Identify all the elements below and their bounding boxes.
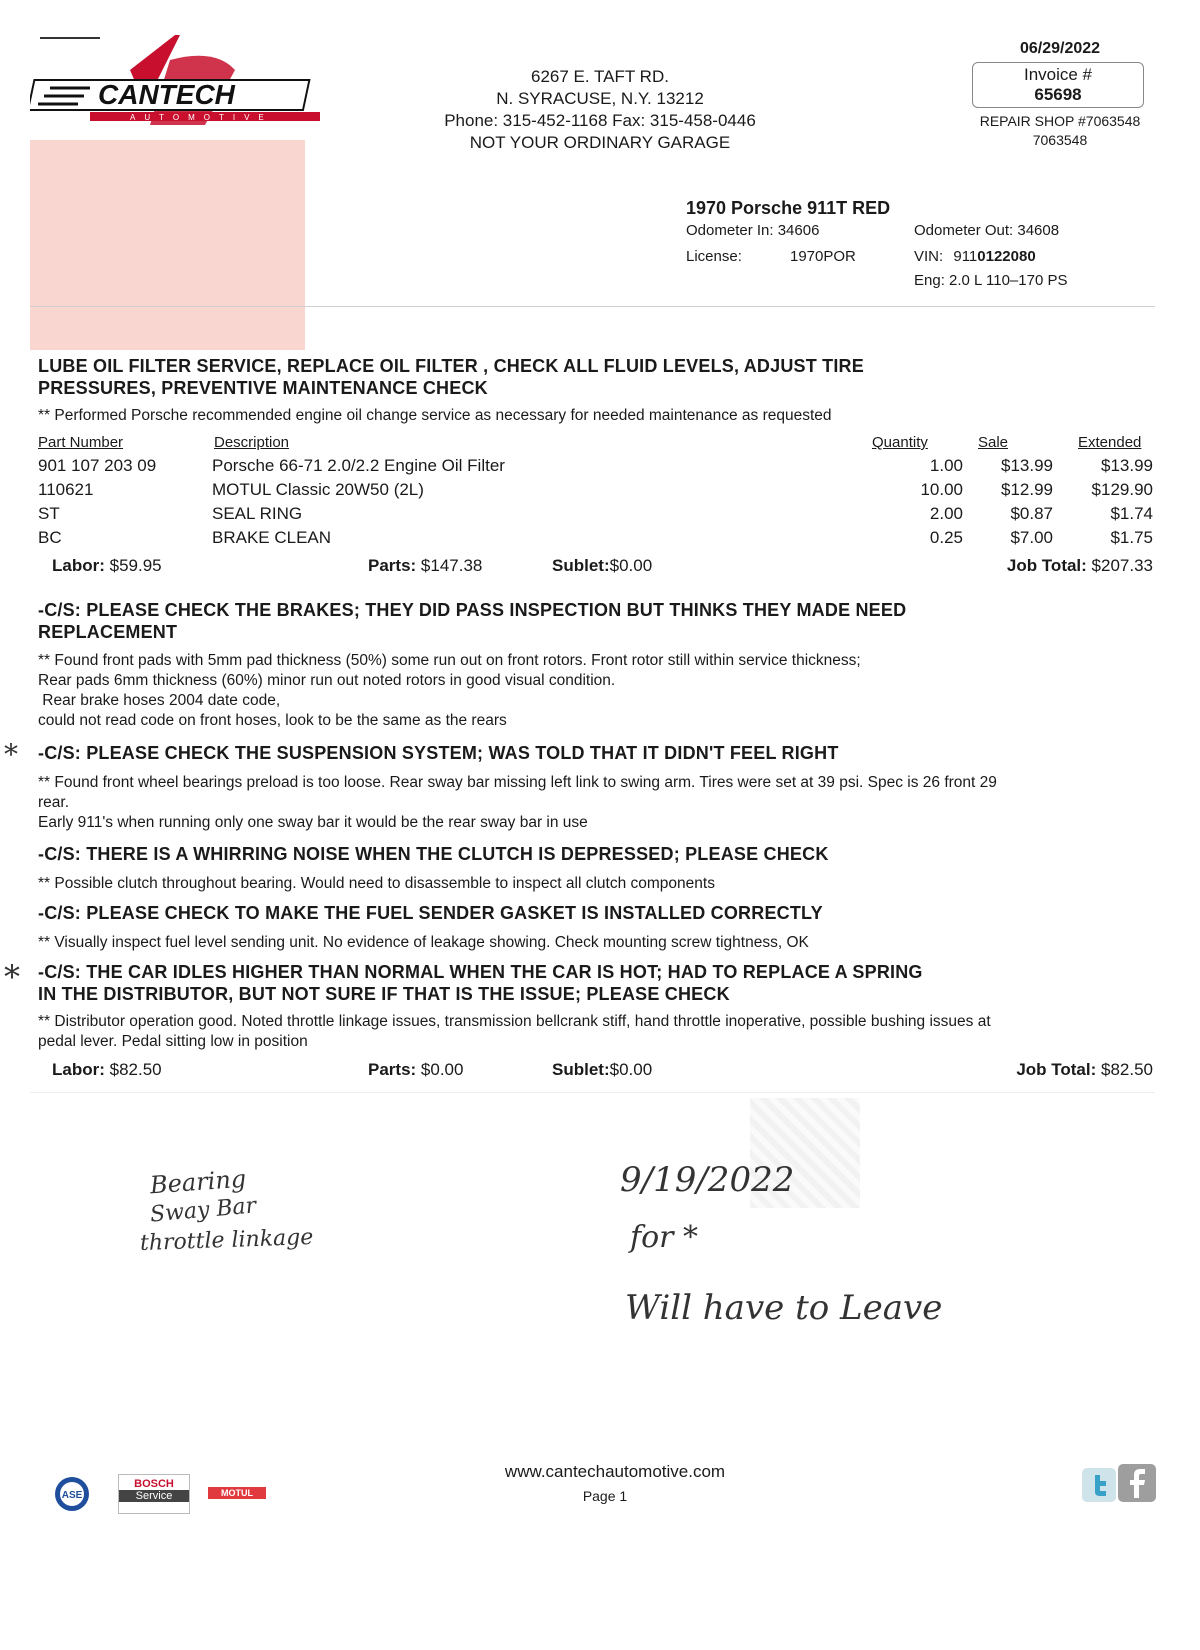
repair-shop-info xyxy=(960,112,1160,150)
concern-notes xyxy=(38,773,1153,833)
part-qty: 0.25 xyxy=(929,528,963,547)
parts-total xyxy=(368,556,482,576)
parts-value: $147.38 xyxy=(420,556,483,575)
note-line: ** Found front pads with 5mm pad thickness (50%) some run out on front rotors. Front rotor still within service thickness; xyxy=(38,652,861,669)
part-sale: $12.99 xyxy=(1001,480,1053,499)
vin-label: VIN: xyxy=(914,248,944,265)
job1-totals xyxy=(38,556,1153,580)
bosch-service-text: Service xyxy=(119,1490,189,1502)
job-total xyxy=(1016,1060,1153,1080)
note-line: Rear pads 6mm thickness (60%) minor run out noted rotors in good visual condition. xyxy=(38,672,616,689)
job2-totals xyxy=(38,1060,1153,1084)
address-line-2: N. SYRACUSE, N.Y. 13212 xyxy=(496,89,704,108)
shop-address-block xyxy=(380,66,820,154)
part-sale: $0.87 xyxy=(1010,504,1053,523)
parts-table-header xyxy=(38,434,1153,454)
part-extended: $1.75 xyxy=(1110,528,1153,547)
odometer-in: Odometer In: 34606 xyxy=(686,222,820,239)
address-line-1: 6267 E. TAFT RD. xyxy=(531,67,669,86)
divider xyxy=(30,1092,1155,1093)
concern-note: ** Possible clutch throughout bearing. Would need to disassemble to inspect all clutch components xyxy=(38,875,715,892)
job-total-value: $207.33 xyxy=(1091,556,1153,575)
part-qty: 10.00 xyxy=(920,480,963,499)
repair-shop-number: 7063548 xyxy=(1032,132,1088,148)
labor-label: Labor: xyxy=(52,556,105,575)
concern-title: -C/S: PLEASE CHECK TO MAKE THE FUEL SENDER GASKET IS INSTALLED CORRECTLY xyxy=(38,903,823,923)
labor-value: $59.95 xyxy=(109,556,162,575)
concern-note: ** Visually inspect fuel level sending unit. No evidence of leakage showing. Check mounting screw tightness, OK xyxy=(38,934,809,951)
concern-title: -C/S: PLEASE CHECK THE SUSPENSION SYSTEM; WAS TOLD THAT IT DIDN'T FEEL RIGHT xyxy=(38,743,839,763)
handwritten-leave-note: Will have to Leave xyxy=(625,1288,943,1328)
vin-prefix: 911 xyxy=(953,248,978,265)
part-qty: 1.00 xyxy=(929,456,963,475)
vin xyxy=(914,248,1036,265)
facebook-icon[interactable] xyxy=(1118,1464,1156,1502)
part-extended: $1.74 xyxy=(1110,504,1153,523)
license-label: License: xyxy=(686,248,742,265)
license-plate: 1970POR xyxy=(790,248,856,265)
parts-label: Parts: xyxy=(368,556,417,575)
part-qty: 2.00 xyxy=(929,504,963,523)
note-line: ** Found front wheel bearings preload is too loose. Rear sway bar missing left link to swing arm. Tires were set at 39 psi. Spec is 26 front 29 xyxy=(38,774,997,791)
invoice-number: 65698 xyxy=(1034,85,1082,104)
phone-fax-line: Phone: 315-452-1168 Fax: 315-458-0446 xyxy=(444,111,756,130)
sublet-total xyxy=(552,556,652,576)
ase-badge-icon xyxy=(52,1474,92,1514)
table-row xyxy=(38,504,1153,528)
concern-notes xyxy=(38,1012,1153,1052)
part-description: SEAL RING xyxy=(212,504,303,523)
twitter-icon[interactable] xyxy=(1082,1468,1116,1502)
labor-label: Labor: xyxy=(52,1060,105,1079)
table-row xyxy=(38,456,1153,480)
concern-notes xyxy=(38,651,1153,731)
part-description: BRAKE CLEAN xyxy=(212,528,332,547)
bosch-text: BOSCH xyxy=(134,1478,174,1490)
labor-value: $82.50 xyxy=(109,1060,162,1079)
repair-shop-label: REPAIR SHOP #7063548 xyxy=(979,113,1141,129)
slogan: NOT YOUR ORDINARY GARAGE xyxy=(469,133,731,152)
part-description: Porsche 66-71 2.0/2.2 Engine Oil Filter xyxy=(212,456,505,475)
handwritten-note-sway-bar: Sway Bar xyxy=(149,1193,258,1228)
concern-title xyxy=(38,599,1138,643)
sublet-label: Sublet: xyxy=(552,556,610,575)
part-extended: $129.90 xyxy=(1091,480,1153,499)
logo-text: CANTECH xyxy=(98,79,235,110)
sublet-label: Sublet: xyxy=(552,1060,610,1079)
job-total xyxy=(1007,556,1153,576)
part-number: BC xyxy=(38,528,62,547)
part-number: 110621 xyxy=(38,480,94,499)
job1-note: ** Performed Porsche recommended engine oil change service as necessary for needed maintenance as requested xyxy=(38,407,832,424)
handwritten-note-bearing: Bearing xyxy=(149,1164,247,1200)
note-line: ** Distributor operation good. Noted throttle linkage issues, transmission bellcrank stiff, hand throttle inoperative, possible bushing issues at xyxy=(38,1013,991,1030)
sublet-total xyxy=(552,1060,652,1080)
col-quantity: Quantity xyxy=(872,434,928,451)
engine: Eng: 2.0 L 110–170 PS xyxy=(914,272,1068,289)
labor-total xyxy=(52,556,162,576)
col-extended: Extended xyxy=(1078,434,1142,451)
bosch-service-badge xyxy=(118,1474,190,1514)
job1-title-line1: LUBE OIL FILTER SERVICE, REPLACE OIL FILTER , CHECK ALL FLUID LEVELS, ADJUST TIRE xyxy=(38,356,864,376)
concern-title-line2: REPLACEMENT xyxy=(38,622,178,642)
handwritten-note-throttle: throttle linkage xyxy=(139,1224,314,1257)
odometer-out: Odometer Out: 34608 xyxy=(914,222,1060,239)
website-link[interactable]: www.cantechautomotive.com xyxy=(504,1462,726,1481)
concern-title-line1: -C/S: THE CAR IDLES HIGHER THAN NORMAL WHEN THE CAR IS HOT; HAD TO REPLACE A SPRING xyxy=(38,962,923,982)
part-extended: $13.99 xyxy=(1101,456,1153,475)
redacted-customer-block xyxy=(30,140,305,350)
note-line: could not read code on front hoses, look to be the same as the rears xyxy=(38,712,507,729)
part-number: ST xyxy=(38,504,60,523)
note-line: Early 911's when running only one sway bar it would be the rear sway bar in use xyxy=(38,814,588,831)
table-row xyxy=(38,480,1153,504)
part-sale: $13.99 xyxy=(1001,456,1053,475)
parts-total xyxy=(368,1060,463,1080)
job-total-label: Job Total: xyxy=(1016,1060,1097,1079)
job-total-label: Job Total: xyxy=(1006,556,1087,575)
job1-title xyxy=(38,355,1138,399)
handwritten-star: * xyxy=(4,738,18,771)
concern-title: -C/S: THERE IS A WHIRRING NOISE WHEN THE CLUTCH IS DEPRESSED; PLEASE CHECK xyxy=(38,844,829,864)
sublet-value: $0.00 xyxy=(609,556,653,575)
col-sale: Sale xyxy=(978,434,1009,451)
invoice-number-box xyxy=(972,62,1144,108)
cantech-logo xyxy=(30,30,340,140)
concern-title-line1: -C/S: PLEASE CHECK THE BRAKES; THEY DID PASS INSPECTION BUT THINKS THEY MADE NEED xyxy=(38,600,907,620)
ase-text: ASE xyxy=(61,1490,83,1501)
col-description: Description xyxy=(214,434,290,451)
divider xyxy=(30,306,1155,307)
note-line: rear. xyxy=(38,794,70,811)
note-line: pedal lever. Pedal sitting low in position xyxy=(38,1033,308,1050)
parts-label: Parts: xyxy=(368,1060,417,1079)
table-row xyxy=(38,528,1153,552)
concern-title xyxy=(38,961,1138,1005)
page-number: Page 1 xyxy=(582,1488,628,1504)
part-sale: $7.00 xyxy=(1010,528,1053,547)
vehicle-title: 1970 Porsche 911T RED xyxy=(686,198,891,218)
job-total-value: $82.50 xyxy=(1101,1060,1153,1079)
parts-value: $0.00 xyxy=(420,1060,464,1079)
handwritten-for: for * xyxy=(630,1220,699,1255)
note-line: Rear brake hoses 2004 date code, xyxy=(38,692,281,709)
col-part-number: Part Number xyxy=(38,434,124,451)
concern-title-line2: IN THE DISTRIBUTOR, BUT NOT SURE IF THAT IS THE ISSUE; PLEASE CHECK xyxy=(38,984,730,1004)
labor-total xyxy=(52,1060,162,1080)
logo-subtext: AUTOMOTIVE xyxy=(130,113,273,122)
invoice-label: Invoice # xyxy=(1023,65,1093,84)
part-description: MOTUL Classic 20W50 (2L) xyxy=(212,480,424,499)
sublet-value: $0.00 xyxy=(609,1060,653,1079)
handwritten-date: 9/19/2022 xyxy=(620,1160,795,1200)
part-number: 901 107 203 09 xyxy=(38,456,157,475)
invoice-date: 06/29/2022 xyxy=(1019,40,1101,57)
handwritten-star: * xyxy=(4,958,20,996)
job1-title-line2: PRESSURES, PREVENTIVE MAINTENANCE CHECK xyxy=(38,378,488,398)
motul-badge: MOTUL xyxy=(208,1487,266,1499)
vin-number: 0122080 xyxy=(977,248,1036,265)
